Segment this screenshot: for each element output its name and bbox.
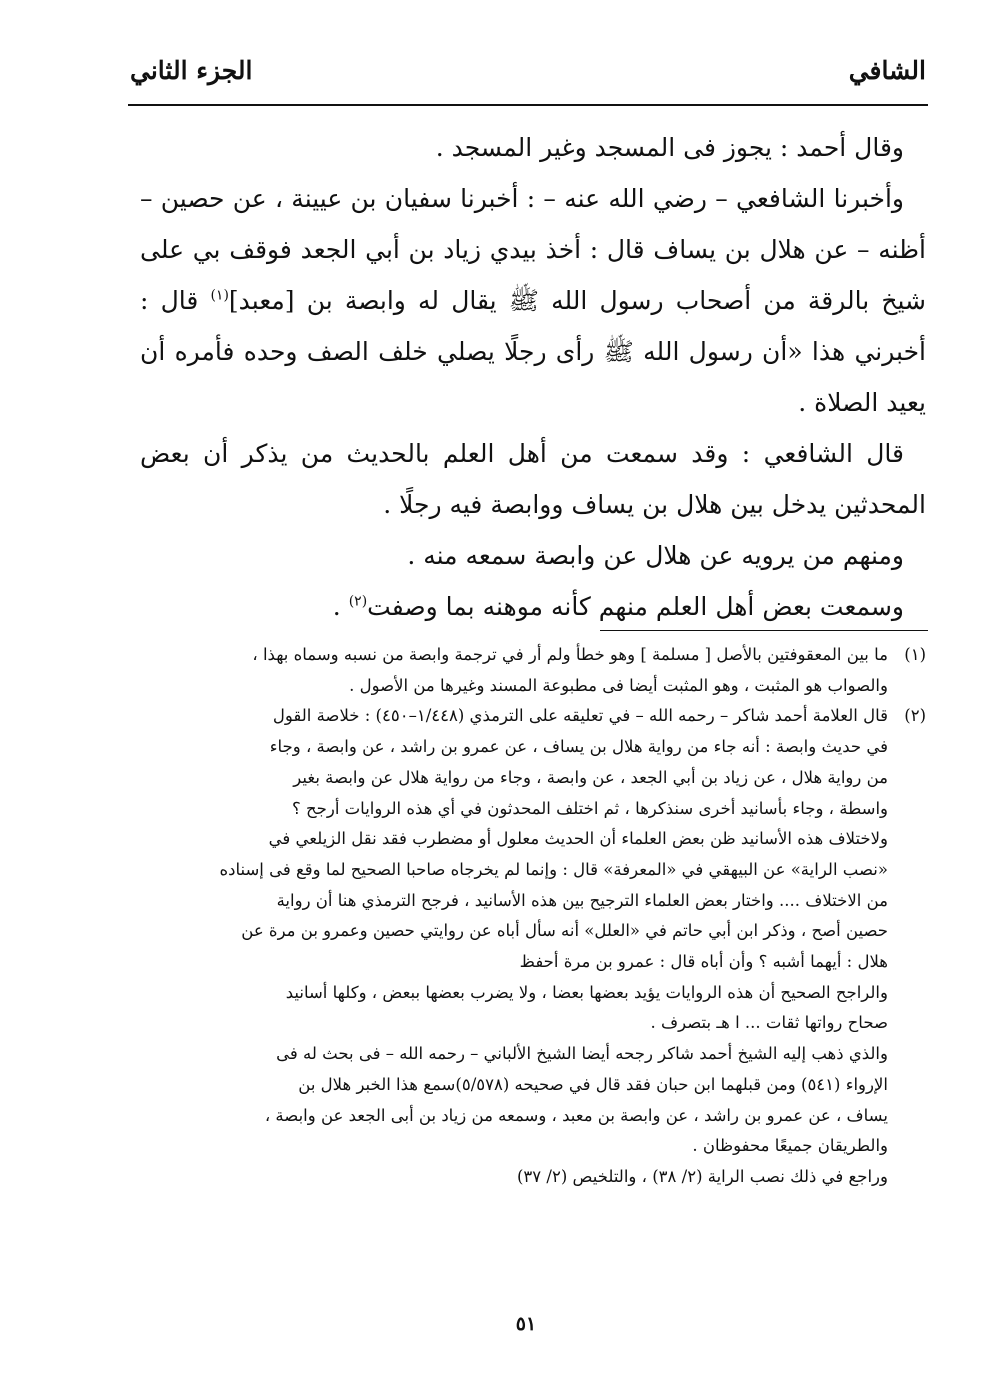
footnote-2-line-8: حصين أصح ، وذكر ابن أبي حاتم في «العلل» أنه سأل أباه عن روايتي حصين وعمرو بن مرة عن	[241, 921, 888, 941]
footnote-1-line-1	[118, 640, 926, 671]
header-divider	[128, 104, 928, 106]
paragraph-4: ومنهم من يرويه عن هلال عن وابصة سمعه منه .	[407, 541, 904, 570]
footnote-ref-1[interactable]: (١)	[210, 287, 229, 304]
footnote-2-line-15: والطريقان جميعًا محفوظان .	[692, 1136, 888, 1156]
running-header	[130, 50, 926, 100]
paragraph-2	[140, 173, 926, 428]
footnote-2-line-2: في حديث وابصة : أنه جاء من رواية هلال بن يساف ، عن عمرو بن راشد ، عن وابصة ، وجاء	[269, 737, 888, 757]
footnote-2-line-3: من رواية هلال ، عن زياد بن أبي الجعد ، عن وابصة ، وجاء من رواية هلال عن وابصة بغير	[293, 767, 888, 787]
footnote-2-line-6: «نصب الراية» عن البيهقي في «المعرفة» قال : وإنما لم يخرجاه صاحبا الصحيح لما وقع فى إسناده	[219, 859, 888, 879]
volume-title: الجزء الثاني	[130, 56, 253, 85]
paragraph-5	[140, 581, 926, 632]
footnotes	[118, 640, 926, 1193]
footnote-2-line-14: يساف ، عن عمرو بن راشد ، عن وابصة بن معبد ، وسمعه من زياد بن أبى الجعد عن وابصة ،	[264, 1105, 888, 1125]
footnote-2-line-9: هلال : أيهما أشبه ؟ وأن أباه قال : عمرو بن مرة أحفظ	[519, 952, 888, 972]
footnote-2-line-10: والراجح الصحيح أن هذه الروايات يؤيد بعضها بعضا ، ولا يضرب بعضها ببعض ، وكلها أسانيد	[285, 982, 888, 1002]
footnote-2-text: قال العلامة أحمد شاكر – رحمه الله – في تعليقه على الترمذي (١/٤٤٨–٤٥٠) : خلاصة القول	[272, 706, 888, 726]
paragraph-5-text-a: وسمعت بعض أهل العلم منهم كأنه موهنه بما وصفت	[367, 592, 904, 621]
footnote-1-number: (١)	[904, 645, 926, 664]
footnote-2-line-13: الإرواء (٥٤١) ومن قبلهما ابن حبان فقد قال في صحيحه (٥/٥٧٨)سمع هذا الخبر هلال بن	[298, 1074, 888, 1094]
footnote-2-line-16: وراجع في ذلك نصب الراية (٢/ ٣٨) ، والتلخيص (٢/ ٣٧)	[516, 1166, 888, 1186]
paragraph-1: وقال أحمد : يجوز فى المسجد وغير المسجد .	[435, 133, 904, 162]
footnote-2-line-5: ولاختلاف هذه الأسانيد ظن بعض العلماء أن الحديث معلول أو مضطرب فقد نقل الزيلعي في	[268, 829, 888, 849]
footnote-2-line-1	[118, 701, 926, 732]
footnote-ref-2[interactable]: (٢)	[348, 593, 368, 610]
footnote-2-line-7: من الاختلاف .... واختار بعض العلماء الترجيح بين هذه الأسانيد ، فرجح الترمذي هنا أن رواية	[276, 890, 888, 910]
footnote-2-line-4: واسطة ، وجاء بأسانيد أخرى سنذكرها ، ثم اختلف المحدثون في أي هذه الروايات أرجح ؟	[292, 798, 888, 818]
paragraph-2-text-b: قال : أخبرني هذا «أن رسول الله ﷺ رأى رجلًا يصلي خلف الصف وحده فأمره أن يعيد الصلاة .	[140, 286, 926, 417]
book-title: الشافي	[848, 56, 926, 85]
page-number: ٥١	[515, 1313, 537, 1335]
footnote-2-number: (٢)	[904, 706, 926, 726]
footnote-divider	[600, 630, 928, 631]
paragraph-2-text-a: وأخبرنا الشافعي – رضي الله عنه – : أخبرنا سفيان بن عيينة ، عن حصين – أظنه – عن هلال بن يساف قال : أخذ بيدي زياد بن أبي الجعد فوقف بي على شيخ بالرقة من أصحاب رسول الله ﷺ يقال له وابصة بن [معبد]	[140, 184, 926, 315]
footnote-1-text: ما بين المعقوفتين بالأصل [ مسلمة ] وهو خطأ ولم أر في ترجمة وابصة من نسبه وسماه بهذا ،	[252, 645, 888, 664]
footnote-1-line-2: والصواب هو المثبت ، وهو المثبت أيضا فى مطبوعة المسند وغيرها من الأصول .	[349, 675, 888, 695]
footnote-2-line-12: والذي ذهب إليه الشيخ أحمد شاكر رجحه أيضا الشيخ الألباني – رحمه الله – فى بحث له فى	[276, 1044, 888, 1064]
paragraph-3: قال الشافعي : وقد سمعت من أهل العلم بالحديث من يذكر أن بعض المحدثين يدخل بين هلال بن يساف ووابصة فيه رجلًا .	[140, 439, 926, 519]
paragraph-5-text-b: .	[332, 592, 349, 621]
footnote-2-line-11: صحاح رواتها ثقات ... ا هـ بتصرف .	[650, 1013, 888, 1033]
main-text	[140, 122, 926, 632]
